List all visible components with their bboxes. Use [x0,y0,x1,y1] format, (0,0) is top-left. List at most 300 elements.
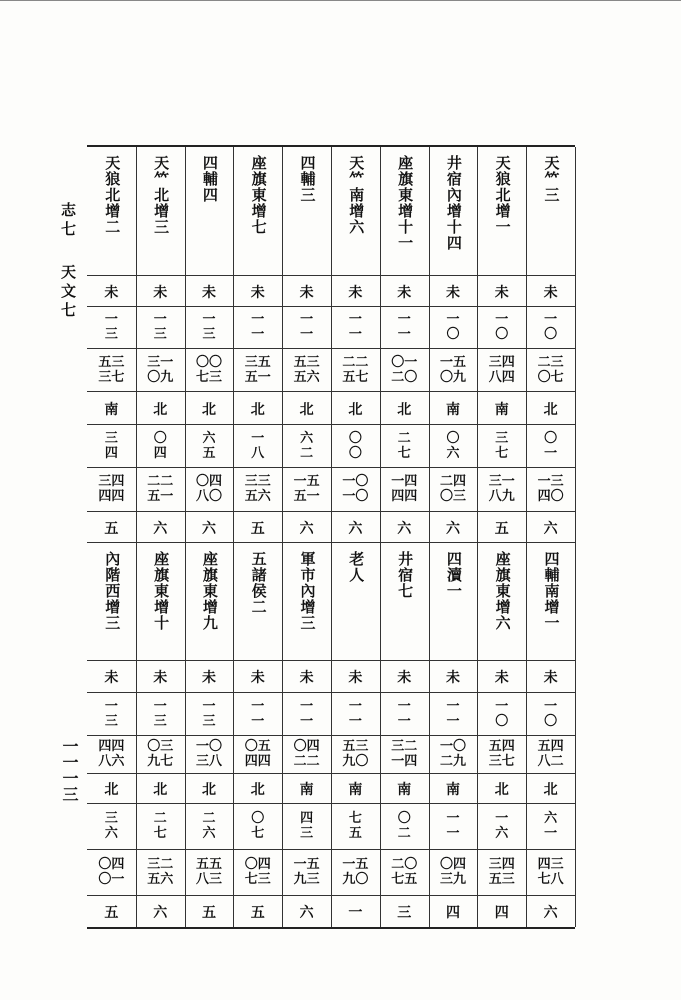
cell-value: 北 [201,401,216,418]
cell-value: 五 [250,520,265,537]
value-cell [380,849,429,896]
value-cell [282,692,331,736]
value-cell [87,803,136,850]
cell-value: 六 [397,520,412,537]
value-cell [233,773,282,804]
cell-value: 〇三 九七 [147,739,174,769]
cell-value: 一 一 [300,698,314,729]
value-cell [526,275,575,307]
cell-value: 未 [445,284,460,301]
cell-value: 二四 〇三 [439,474,466,504]
value-cell [282,391,331,425]
star-name: 井宿七 [396,551,415,599]
cell-value: 一〇 三八 [195,739,222,769]
value-cell [526,660,575,693]
value-cell [233,348,282,392]
value-cell [429,735,478,774]
cell-value: 四四 八六 [98,739,125,769]
value-cell [477,348,526,392]
value-cell [331,692,380,736]
cell-value: 四 三 [300,811,314,841]
star-name: 座旗東增十一 [396,155,415,251]
value-cell [429,391,478,425]
value-cell [282,849,331,896]
cell-value: 七 五 [348,811,362,841]
value-cell [331,275,380,307]
cell-value: 北 [153,782,168,798]
cell-value: 五 [494,520,509,537]
value-cell [429,692,478,736]
value-cell [477,692,526,736]
value-cell [331,660,380,693]
value-cell [282,773,331,804]
value-cell [380,424,429,468]
star-name: 四輔南增一 [542,551,561,631]
value-cell [233,424,282,468]
star-name: 天𥫗三 [542,155,561,203]
cell-value: 未 [543,284,558,301]
cell-value: 三二 五六 [147,857,174,887]
cell-value: 二 七 [397,430,411,461]
cell-value: 六 五 [202,430,216,461]
cell-value: 五三 三七 [98,354,125,385]
value-cell [185,467,234,512]
value-cell [185,895,234,928]
cell-value: 〇四 七三 [244,857,271,887]
value-cell [282,660,331,693]
value-cell [477,306,526,349]
cell-value: 五 [201,905,216,921]
cell-value: 北 [250,782,265,798]
value-cell [331,735,380,774]
cell-value: 未 [104,670,119,686]
value-cell [331,424,380,468]
value-cell [380,467,429,512]
value-cell [380,306,429,349]
value-cell [185,424,234,468]
cell-value: 六 [299,520,314,537]
cell-value: 六 [153,520,168,537]
cell-value: 一 三 [153,312,167,342]
value-cell [331,306,380,349]
value-cell [429,773,478,804]
value-cell [136,391,185,425]
cell-value: 二二 五七 [342,354,369,385]
value-cell [233,660,282,693]
cell-value: 一 一 [300,312,314,342]
value-cell [136,275,185,307]
cell-value: 南 [348,782,363,798]
cell-value: 南 [445,401,460,418]
value-cell [429,424,478,468]
cell-value: 一 〇 [446,312,460,342]
cell-value: 未 [348,284,363,301]
cell-value: 三五 五一 [244,354,271,385]
value-cell [87,511,136,543]
value-cell [282,467,331,512]
value-cell [526,467,575,512]
value-cell [331,511,380,543]
value-cell [185,660,234,693]
volume-label: 志七 [59,202,77,240]
star-name-cell [282,147,331,283]
cell-value: 一 [348,905,363,921]
value-cell [185,348,234,392]
value-cell [526,391,575,425]
star-catalog-table [87,145,575,929]
value-cell [526,849,575,896]
cell-value: 一 〇 [544,698,558,729]
cell-value: 六 二 [300,430,314,461]
cell-value: 四 [445,905,460,921]
value-cell [185,692,234,736]
value-cell [380,692,429,736]
cell-value: 二二 五一 [147,474,174,504]
cell-value: 北 [397,401,412,418]
cell-value: 一 〇 [544,312,558,342]
value-cell [380,391,429,425]
value-cell [233,467,282,512]
star-name: 井宿內增十四 [444,155,463,251]
value-cell [185,849,234,896]
value-cell [233,895,282,928]
cell-value: 一五 〇九 [439,354,466,385]
cell-value: 未 [153,284,168,301]
cell-value: 一 一 [446,811,460,841]
table-column [185,147,235,927]
star-name: 內階西增三 [103,551,122,631]
value-cell [477,735,526,774]
cell-value: 六 [299,905,314,921]
value-cell [87,895,136,928]
value-cell [331,895,380,928]
value-cell [136,306,185,349]
cell-value: 一 三 [202,698,216,729]
cell-value: 二三 〇七 [537,354,564,385]
star-name-cell [380,542,429,669]
cell-value: 四 [494,905,509,921]
star-name: 天𥫗南增六 [347,155,366,235]
value-cell [282,424,331,468]
cell-value: 北 [201,782,216,798]
value-cell [136,803,185,850]
star-name: 五諸侯二 [249,551,268,615]
star-name: 天狼北增一 [493,155,512,235]
cell-value: 北 [104,782,119,798]
cell-value: 南 [445,782,460,798]
value-cell [87,467,136,512]
value-cell [87,692,136,736]
value-cell [136,424,185,468]
cell-value: 未 [104,284,119,301]
value-cell [331,467,380,512]
value-cell [429,660,478,693]
cell-value: 五 [250,905,265,921]
star-name: 四瀆一 [444,551,463,599]
star-name: 座旗東增九 [200,551,219,631]
cell-value: 北 [543,782,558,798]
cell-value: 一五 五一 [293,474,320,504]
star-name: 座旗東增七 [249,155,268,235]
star-name-cell [87,147,136,283]
cell-value: 一四 四四 [391,474,418,504]
value-cell [282,511,331,543]
value-cell [282,895,331,928]
cell-value: 三四 四四 [98,474,125,504]
value-cell [185,803,234,850]
star-name-cell [87,542,136,669]
cell-value: 六 [348,520,363,537]
table-column [477,147,527,927]
value-cell [185,306,234,349]
cell-value: 五 [104,520,119,537]
cell-value: 一 一 [348,312,362,342]
value-cell [429,895,478,928]
cell-value: 北 [543,401,558,418]
cell-value: 〇四 八〇 [195,474,222,504]
value-cell [477,467,526,512]
value-cell [136,467,185,512]
value-cell [87,660,136,693]
cell-value: 六 [543,905,558,921]
cell-value: 〇四 〇一 [98,857,125,887]
value-cell [87,773,136,804]
cell-value: 六 [153,905,168,921]
cell-value: 一 一 [251,698,265,729]
value-cell [380,275,429,307]
cell-value: 五五 八三 [195,857,222,887]
cell-value: 〇四 三九 [439,857,466,887]
value-cell [87,424,136,468]
cell-value: 南 [397,782,412,798]
value-cell [331,391,380,425]
value-cell [477,275,526,307]
cell-value: 三二 一四 [391,739,418,769]
cell-value: 三一 八九 [488,474,515,504]
cell-value: 六 一 [544,811,558,841]
star-name-cell [380,147,429,283]
star-name-cell [429,542,478,669]
cell-value: 一 三 [104,312,118,342]
cell-value: 一五 九三 [293,857,320,887]
cell-value: 一 六 [495,811,509,841]
value-cell [282,803,331,850]
value-cell [136,348,185,392]
value-cell [87,306,136,349]
cell-value: 未 [494,284,509,301]
cell-value: 五三 五六 [293,354,320,385]
cell-value: 〇 二 [397,811,411,841]
cell-value: 未 [397,284,412,301]
cell-value: 一 一 [397,312,411,342]
value-cell [282,348,331,392]
value-cell [380,735,429,774]
value-cell [233,849,282,896]
section-label: 天文七 [59,264,77,321]
cell-value: 一 〇 [495,312,509,342]
cell-value: 未 [299,670,314,686]
value-cell [429,803,478,850]
cell-value: 三三 五六 [244,474,271,504]
star-name-cell [526,147,575,283]
cell-value: 北 [348,401,363,418]
value-cell [136,511,185,543]
value-cell [185,773,234,804]
cell-value: 五四 三七 [488,739,515,769]
value-cell [282,306,331,349]
cell-value: 一 一 [397,698,411,729]
star-name: 天𥫗北增三 [152,155,171,235]
cell-value: 三一 〇九 [147,354,174,385]
cell-value: 一 一 [348,698,362,729]
value-cell [526,692,575,736]
cell-value: 一〇 二九 [439,739,466,769]
cell-value: 未 [250,284,265,301]
value-cell [87,735,136,774]
value-cell [380,895,429,928]
value-cell [526,735,575,774]
cell-value: 一 〇 [495,698,509,729]
star-name-cell [233,147,282,283]
value-cell [185,511,234,543]
cell-value: 未 [299,284,314,301]
star-name-cell [136,542,185,669]
cell-value: 北 [299,401,314,418]
value-cell [87,849,136,896]
value-cell [477,803,526,850]
cell-value: 一 三 [202,312,216,342]
star-name-cell [282,542,331,669]
value-cell [526,803,575,850]
value-cell [477,424,526,468]
star-name-cell [185,542,234,669]
top-rule [0,0,681,1]
value-cell [526,511,575,543]
value-cell [526,773,575,804]
value-cell [380,660,429,693]
cell-value: 一五 九〇 [342,857,369,887]
cell-value: 六 [445,520,460,537]
cell-value: 三 六 [104,811,118,841]
star-name: 天狼北增二 [103,155,122,235]
cell-value: 四三 七八 [537,857,564,887]
value-cell [477,849,526,896]
cell-value: 未 [348,670,363,686]
value-cell [526,424,575,468]
value-cell [477,511,526,543]
cell-value: 南 [494,401,509,418]
value-cell [429,348,478,392]
table-column [87,147,137,927]
table-column [233,147,283,927]
value-cell [233,803,282,850]
cell-value: 〇〇 七三 [195,354,222,385]
value-cell [429,849,478,896]
cell-value: 三 [397,905,412,921]
cell-value: 〇 六 [446,430,460,461]
cell-value: 一〇 一〇 [342,474,369,504]
cell-value: 一 一 [446,698,460,729]
value-cell [233,306,282,349]
value-cell [380,511,429,543]
cell-value: 二〇 七五 [391,857,418,887]
cell-value: 未 [397,670,412,686]
star-name: 老人 [347,551,366,583]
star-name-cell [233,542,282,669]
star-name-cell [331,542,380,669]
table-column [429,147,479,927]
cell-value: 〇一 二〇 [391,354,418,385]
star-name: 座旗東增六 [493,551,512,631]
cell-value: 二 七 [153,811,167,841]
cell-value: 南 [104,401,119,418]
value-cell [331,803,380,850]
cell-value: 六 [543,520,558,537]
cell-value: 五三 九〇 [342,739,369,769]
cell-value: 〇 七 [251,811,265,841]
value-cell [233,391,282,425]
value-cell [136,735,185,774]
value-cell [136,895,185,928]
cell-value: 未 [543,670,558,686]
cell-value: 〇 四 [153,430,167,461]
cell-value: 一 三 [153,698,167,729]
value-cell [331,849,380,896]
table-column [282,147,332,927]
cell-value: 北 [153,401,168,418]
value-cell [136,692,185,736]
value-cell [429,275,478,307]
cell-value: 北 [250,401,265,418]
cell-value: 未 [201,670,216,686]
value-cell [233,692,282,736]
star-name-cell [331,147,380,283]
cell-value: 〇四 二二 [293,739,320,769]
cell-value: 三 七 [495,430,509,461]
cell-value: 一 一 [251,312,265,342]
value-cell [185,275,234,307]
cell-value: 二 六 [202,811,216,841]
cell-value: 未 [445,670,460,686]
value-cell [380,773,429,804]
value-cell [136,773,185,804]
value-cell [87,391,136,425]
table-column [380,147,430,927]
star-name-cell [526,542,575,669]
value-cell [87,275,136,307]
value-cell [136,660,185,693]
value-cell [233,511,282,543]
star-name: 四輔四 [200,155,219,203]
star-name-cell [477,147,526,283]
cell-value: 六 [201,520,216,537]
cell-value: 〇 一 [544,430,558,461]
value-cell [331,348,380,392]
cell-value: 未 [153,670,168,686]
page-number: 一一一三 [60,738,79,802]
cell-value: 未 [494,670,509,686]
cell-value: 一 八 [251,430,265,461]
value-cell [233,275,282,307]
star-name-cell [136,147,185,283]
star-name-cell [185,147,234,283]
table-column [331,147,381,927]
star-name-cell [477,542,526,669]
cell-value: 南 [299,782,314,798]
star-name: 四輔三 [298,155,317,203]
value-cell [429,511,478,543]
cell-value: 北 [494,782,509,798]
